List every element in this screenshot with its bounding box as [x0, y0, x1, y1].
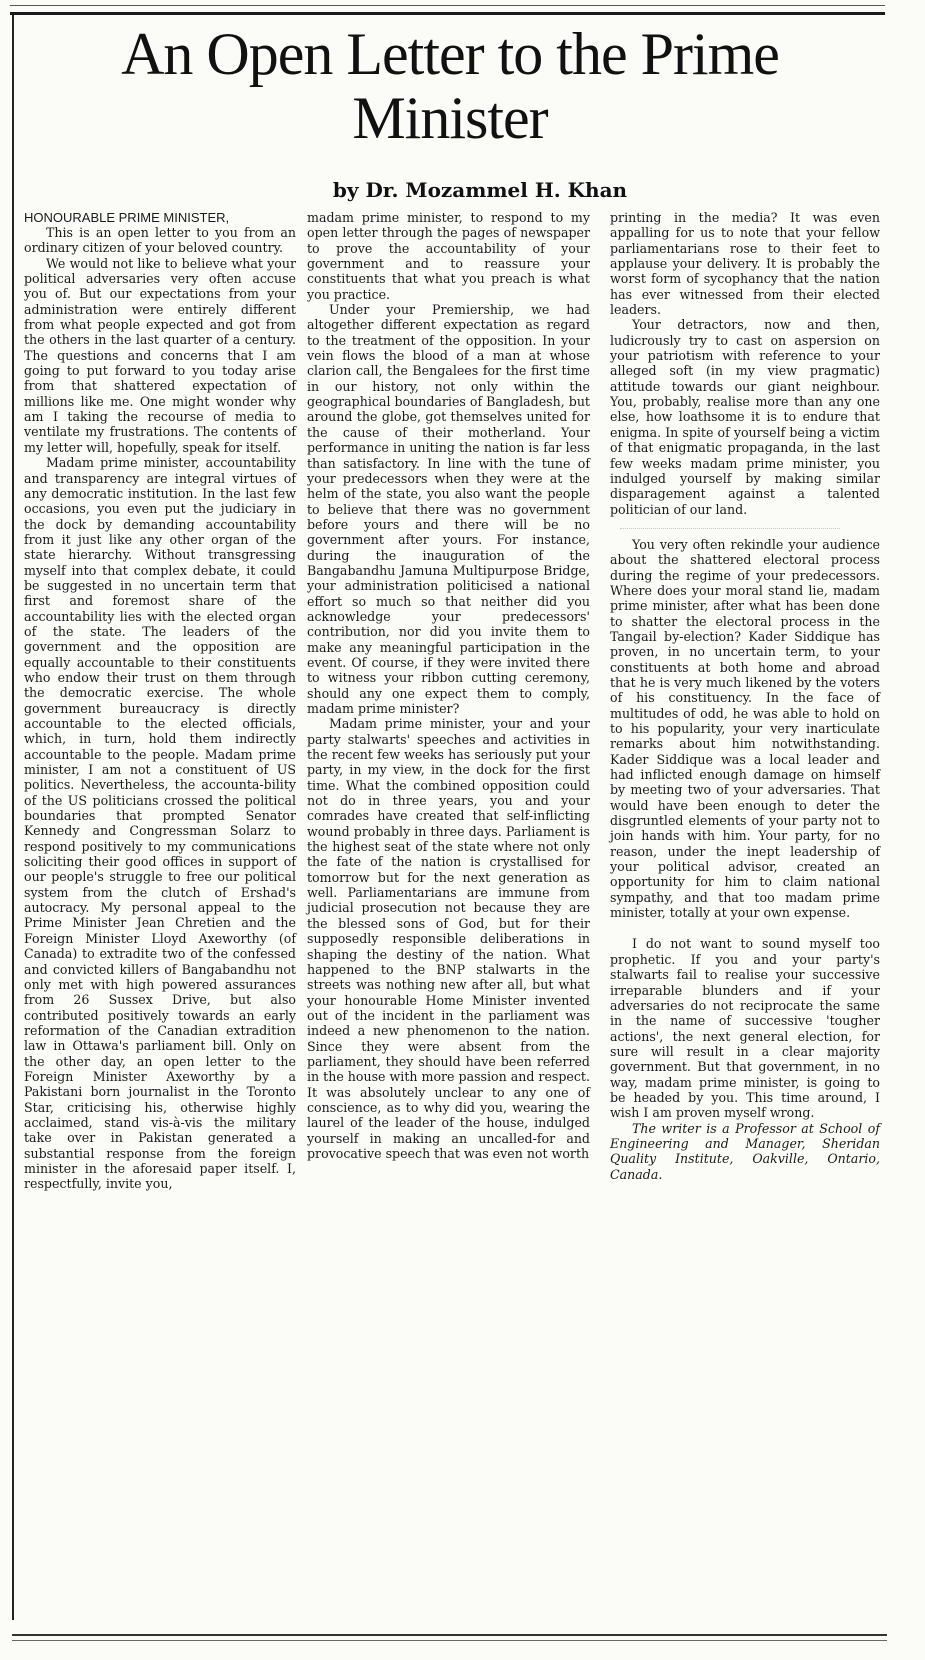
paragraph: This is an open letter to you from an ordinary citizen of your beloved country.	[24, 225, 296, 256]
paragraph: We would not like to believe what your political adversaries very often accuse you of. But our expectations from your administration were entirely different from what people expected and got from the others in the last quarter of a century. The questions and concerns that I am going to put forward to you today arise from that shattered expectation of millions like me. One might wonder why am I taking the recourse of media to ventilate my frustrations. The contents of my letter will, hopefully, speak for itself.	[24, 255, 296, 455]
article-column-3	[610, 210, 880, 1182]
top-thin-rule	[10, 5, 885, 6]
article-column-1	[24, 210, 296, 1192]
paragraph: Your detractors, now and then, ludicrously try to cast on aspersion on your patriotism with reference to your alleged soft (in my view pragmatic) attitude towards our giant neighbour. You, probably, realise more than any one else, how loathsome it is to endure that enigma. In spite of yourself being a victim of that enigmatic propaganda, in the last few weeks madam prime minister, you indulged yourself by making similar disparagement against a talented politician of our land.	[610, 317, 880, 517]
paragraph: You very often rekindle your audience about the shattered electoral process during the regime of your predecessors. Where does your moral stand lie, madam prime minister, after what has been done to shatter the electoral process in the Tangail by-election? Kader Siddique has proven, in no uncertain term, to your constituents at both home and abroad that he is very much likened by the voters of his constituency. In the face of multitudes of odd, he was able to hold on to his popularity, your very inarticulate remarks about him notwithstanding. Kader Siddique was a local leader and had inflicted enough damage on himself by meeting two of your adversaries. That would have been enough to deter the disgruntled elements of your party not to join hands with him. Your party, for no reason, under the inept leadership of your political advisor, created an opportunity for him to claim national sympathy, and that too madam prime minister, totally at your own expense.	[610, 536, 880, 921]
article-byline: by Dr. Mozammel H. Khan	[332, 178, 628, 202]
author-note: The writer is a Professor at School of Engineering and Manager, Sheridan Quality Institute, Oakville, Ontario, Canada.	[610, 1120, 880, 1182]
paragraph: Madam prime minister, accountability and transparency are integral virtues of any democratic institution. In the last few occasions, you even put the judiciary in the dock by demanding accountability from it just like any other organ of the state hierarchy. Without transgressing myself into that complex debate, it could be suggested in no uncertain term that first and foremost share of the accountability lies with the elected organ of the state. The leaders of the government and the opposition are equally accountable to their constituents who endow their trust on them through the democratic exercise. The whole government bureaucracy is directly accountable to the elected officials, which, in turn, hold them indirectly accountable to the people. Madam prime minister, I am not a constituent of US politics. Nevertheless, the accounta-bility of the US politicians crossed the political boundaries that prompted Senator Kennedy and Congressman Solarz to respond positively to my communications soliciting their good offices in support of our people's struggle to free our political system from the clutch of Ershad's autocracy. My personal appeal to the Prime Minister Jean Chretien and the Foreign Minister Lloyd Axeworthy (of Canada) to extradite two of the confessed and convicted killers of Bangabandhu not only met with high powered assurances from 26 Sussex Drive, but also contributed positively towards an early reformation of the Canadian extradition law in Ottawa's parliament bill. Only on the other day, an open letter to the Foreign Minister Axeworthy by a Pakistani born journalist in the Toronto Star, criticising his, otherwise highly acclaimed, stand vis-à-vis the military take over in Pakistan generated a substantial response from the foreign minister in the aforesaid paper itself. I, respectfully, invite you,	[24, 455, 296, 1192]
left-column-rule	[12, 15, 14, 1620]
salutation: HONOURABLE PRIME MINISTER,	[24, 210, 230, 225]
bottom-rule	[12, 1634, 887, 1636]
paragraph-gap	[610, 920, 880, 936]
bottom-rule-thin	[12, 1640, 887, 1641]
paragraph: printing in the media? It was even appalling for us to note that your fellow parliamentarians rose to their feet to applause your delivery. It is probably the worst form of sycophancy that the nation has ever witnessed from their elected leaders.	[610, 210, 880, 318]
top-rule	[10, 12, 885, 15]
article-column-2	[307, 210, 590, 1161]
paragraph: I do not want to sound myself too prophetic. If you and your party's stalwarts fail to realise your successive irreparable blunders and if your adversaries do not reciprocate the same in the name of successive 'tougher actions', the next general election, for sure will result in a clear majority government. But that government, in no way, madam prime minister, is going to be headed by you. This time around, I wish I am proven myself wrong.	[610, 936, 880, 1121]
paragraph: Madam prime minister, your and your party stalwarts' speeches and activities in the recent few weeks has seriously put your party, in my view, in the dock for the first time. What the combined opposition could not do in three years, you and your comrades have created that self-inflicting wound probably in three days. Parliament is the highest seat of the state where not only the fate of the nation is crystallised for tomorrow but for the next generation as well. Parliamentarians are immune from judicial prosecution not because they are the blessed sons of God, but for their supposedly responsible deliberations in shaping the destiny of the nation. What happened to the BNP stalwarts in the streets was nothing new after all, but what your honourable Home Minister invented out of the incident in the parliament was indeed a new phenomenon to the nation. Since they were absent from the parliament, they should have been referred in the house with more passion and respect. It was absolutely unclear to any one of conscience, as to why did you, wearing the laurel of the leader of the house, indulged yourself in making an uncalled-for and provocative speech that was even not worth	[307, 716, 590, 1161]
paragraph: Under your Premiership, we had altogether different expectation as regard to the treatment of the opposition. In your vein flows the blood of a man at whose clarion call, the Bengalees for the first time in our history, not only within the geographical boundaries of Bangladesh, but around the globe, got themselves united for the cause of their motherland. Your performance in uniting the nation is far less than satisfactory. In line with the tune of your predecessors when they were at the helm of the state, you also want the people to believe that there was no government before yours and there will be no government after yours. For instance, during the inauguration of the Bangabandhu Jamuna Multipurpose Bridge, your administration politicised a national effort so much so that neither did you acknowledge your predecessors' contribution, nor did you invite them to make any meaningful participation in the event. Of course, if they were invited there to witness your ribbon cutting ceremony, should any one expect them to comply, madam prime minister?	[307, 302, 590, 716]
faint-divider	[610, 521, 880, 535]
article-title: An Open Letter to the Prime Minister	[121, 21, 779, 151]
paragraph: madam prime minister, to respond to my open letter through the pages of newspaper to prove the accountability of your government and to reassure your constituents that what you preach is what you practice.	[307, 210, 590, 302]
